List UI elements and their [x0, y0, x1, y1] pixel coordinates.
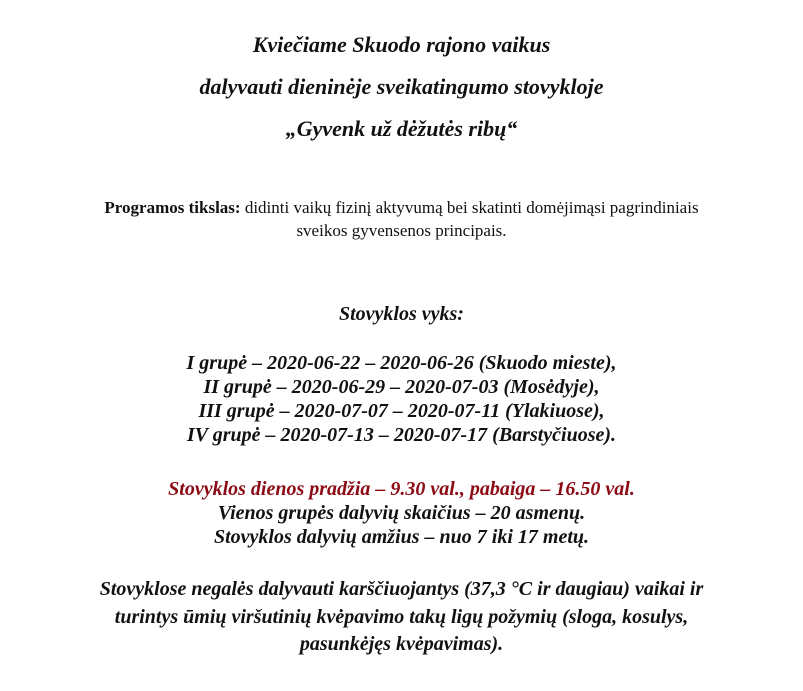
program-goal-label: Programos tikslas:	[104, 198, 241, 217]
schedule-group-1: I grupė – 2020-06-22 – 2020-06-26 (Skuodo mieste),	[186, 352, 617, 374]
schedule-group-3: III grupė – 2020-07-07 – 2020-07-11 (Ylakiuose),	[198, 400, 605, 422]
participant-age: Stovyklos dalyvių amžius – nuo 7 iki 17 metų.	[213, 526, 590, 548]
program-goal-line-2: sveikos gyvensenos principais.	[296, 221, 507, 240]
title-line-1: Kviečiame Skuodo rajono vaikus	[252, 32, 551, 57]
camp-hours: Stovyklos dienos pradžia – 9.30 val., pabaiga – 16.50 val.	[168, 478, 635, 500]
program-goal-text: didinti vaikų fizinį aktyvumą bei skatinti domėjimąsi pagrindiniais	[240, 198, 699, 217]
group-size: Vienos grupės dalyvių skaičius – 20 asmenų.	[217, 502, 586, 524]
health-notice-line-1: Stovyklose negalės dalyvauti karščiuojantys (37,3 °C ir daugiau) vaikai ir	[99, 578, 704, 600]
program-goal-line-1	[0, 198, 803, 218]
title-line-2: dalyvauti dieninėje sveikatingumo stovykloje	[199, 74, 604, 99]
title-line-3: „Gyvenk už dėžutės ribų“	[285, 116, 518, 141]
schedule-group-2: II grupė – 2020-06-29 – 2020-07-03 (Mosėdyje),	[203, 376, 600, 398]
health-notice-line-3: pasunkėjęs kvėpavimas).	[299, 633, 504, 655]
schedule-group-4: IV grupė – 2020-07-13 – 2020-07-17 (Barstyčiuose).	[186, 424, 617, 446]
health-notice-line-2: turintys ūmių viršutinių kvėpavimo takų ligų požymių (sloga, kosulys,	[114, 606, 689, 628]
schedule-heading: Stovyklos vyks:	[339, 303, 464, 325]
